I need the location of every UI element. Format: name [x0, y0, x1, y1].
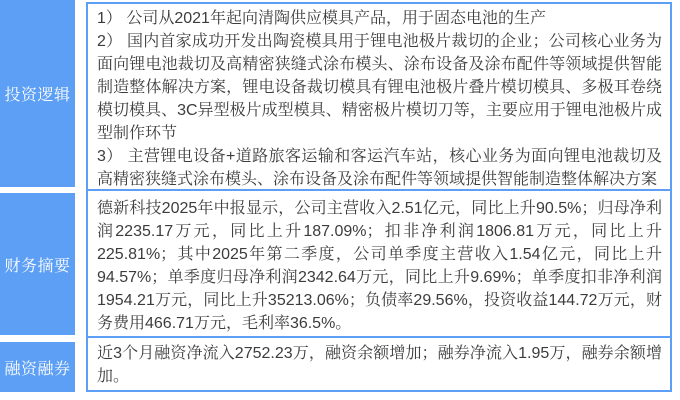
row-label-investment-logic: 投资逻辑	[0, 0, 75, 187]
investment-logic-item-3: 3） 主营锂电设备+道路旅客运输和客运汽车站，核心业务为面向锂电池裁切及高精密狭缝式涂布模头、涂布设备及涂布配件等领域提供智能制造整体解决方案	[97, 148, 662, 188]
financial-summary-content	[88, 191, 670, 336]
investment-logic-content	[88, 4, 670, 189]
column-gap	[75, 0, 86, 400]
financial-summary-text: 德新科技2025年中报显示，公司主营收入2.51亿元，同比上升90.5%；归母净利润2235.17万元，同比上升187.09%；扣非净利润1806.81万元，同比上升225.81%；其中2025年第二季度，公司单季度主营收入1.54亿元，同比上升94.57%；单季度归母净利润2342.64万元，同比上升9.69%；单季度扣非净利润1954.21万元，同比上升35213.06%；负债率29.56%，投资收益144.72万元，财务费用466.71万元，毛利率36.5%。	[97, 200, 662, 332]
margin-trading-text: 近3个月融资净流入2752.23万，融资余额增加；融券净流入1.95万，融券余额增加。	[97, 345, 662, 385]
margin-trading-content	[88, 338, 670, 390]
row-label-financial-summary: 财务摘要	[0, 193, 75, 335]
label-column	[0, 0, 75, 400]
row-label-margin-trading: 融资融券	[0, 342, 75, 392]
investment-logic-item-2: 2） 国内首家成功开发出陶瓷模具用于锂电池极片裁切的企业；公司核心业务为面向锂电池裁切及高精密狭缝式涂布模头、涂布设备及涂布配件等领域提供智能制造整体解决方案，锂电设备裁切模具有锂电池极片叠片模切模具、多极耳卷绕模切模具、3C异型极片成型模具、精密极片模切刀等，主要应用于锂电池极片成型制作环节	[97, 33, 662, 142]
content-panel	[86, 2, 672, 392]
investment-logic-item-1: 1） 公司从2021年起向清陶供应模具产品，用于固态电池的生产	[97, 10, 546, 27]
